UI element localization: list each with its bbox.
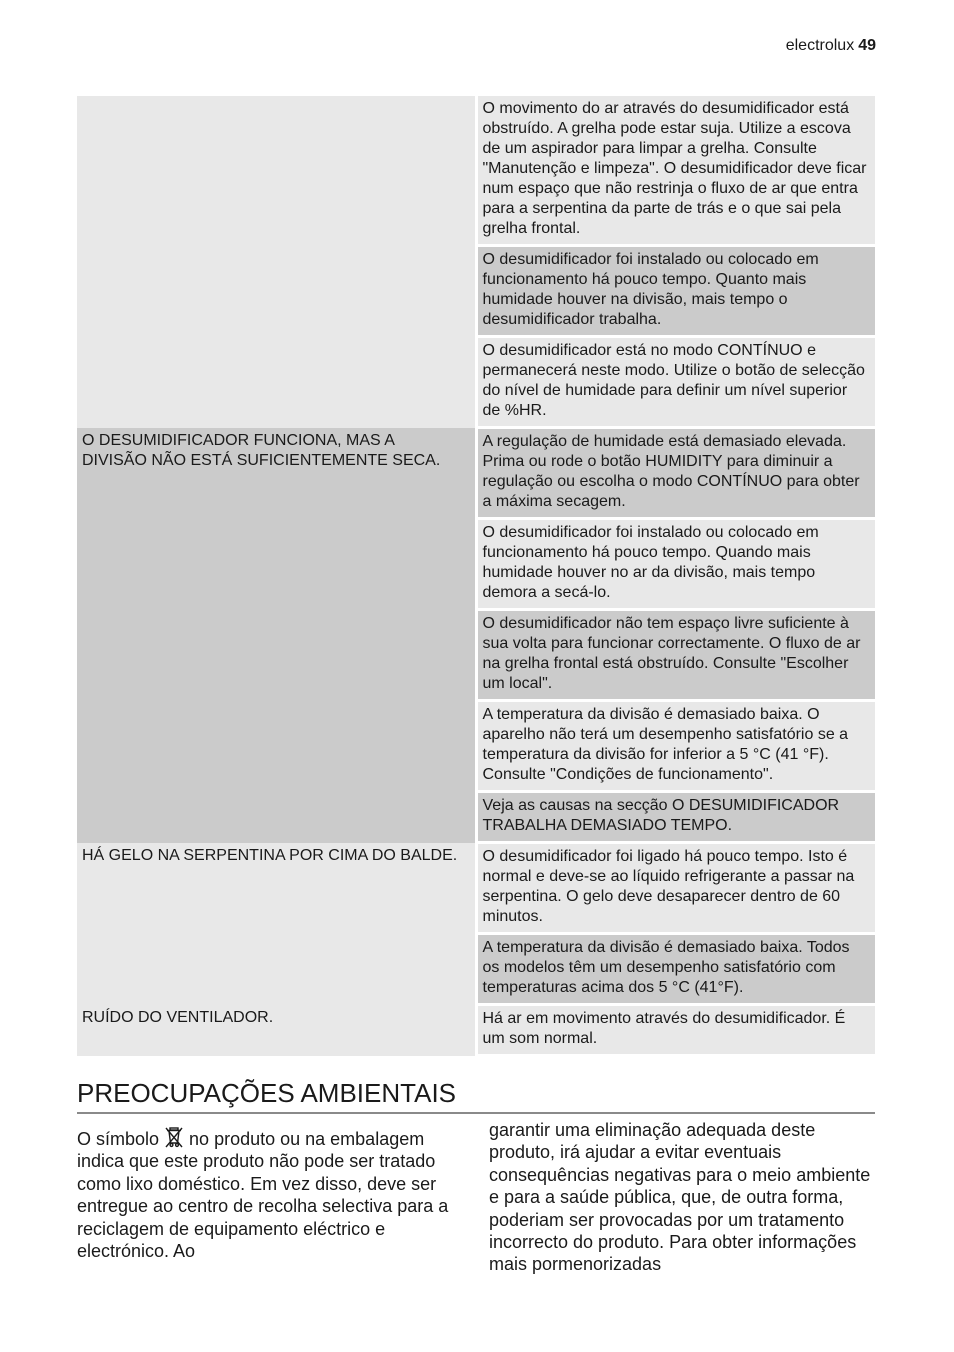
table-row <box>77 96 875 246</box>
crossed-out-bin-icon <box>164 1126 184 1148</box>
cause-cell: O desumidificador foi ligado há pouco tempo. Isto é normal e deve-se ao líquido refrigerante a passar na serpentina. O gelo deve desaparecer dentro de 60 minutos. <box>476 843 875 934</box>
cause-cell: O desumidificador não tem espaço livre suficiente à sua volta para funcionar correctamente. O fluxo de ar na grelha frontal está obstruído. Consulte "Escolher um local". <box>476 610 875 701</box>
cause-cell: A temperatura da divisão é demasiado baixa. O aparelho não terá um desempenho satisfatório se a temperatura da divisão for inferior a 5 °C (41 °F). Consulte "Condições de funcionamento". <box>476 701 875 792</box>
cause-cell: O desumidificador foi instalado ou colocado em funcionamento há pouco tempo. Quanto mais humidade houver na divisão, mais tempo o desumidificador trabalha. <box>476 246 875 337</box>
table-row <box>77 428 875 519</box>
cause-cell: Veja as causas na secção O DESUMIDIFICADOR TRABALHA DEMASIADO TEMPO. <box>476 792 875 843</box>
brand-name: electrolux <box>785 37 855 54</box>
cause-cell: O movimento do ar através do desumidificador está obstruído. A grelha pode estar suja. Utilize a escova de um aspirador para limpar a grelha. Consulte "Manutenção e limpeza". O desumidificador deve ficar num espaço que não restrinja o fluxo de ar que entra para a serpentina da parte de trás e o que sai pela grelha frontal. <box>476 96 875 246</box>
cause-cell: O desumidificador foi instalado ou colocado em funcionamento há pouco tempo. Quando mais humidade houver no ar da divisão, mais tempo demora a secá-lo. <box>476 519 875 610</box>
text-after-icon: no produto ou na embalagem indica que este produto não pode ser tratado como lixo doméstico. Em vez disso, deve ser entregue ao centro de recolha selectiva para a reciclagem de equipamento eléctrico e electrónico. Ao <box>77 1129 449 1262</box>
page-number: 49 <box>858 37 876 54</box>
page-header <box>786 37 876 55</box>
table-row <box>77 1005 875 1056</box>
cause-cell: O desumidificador está no modo CONTÍNUO e permanecerá neste modo. Utilize o botão de selecção do nível de humidade para definir um nível superior de %HR. <box>476 337 875 428</box>
cause-cell: Há ar em movimento através do desumidificador. É um som normal. <box>476 1005 875 1056</box>
problem-cell: RUÍDO DO VENTILADOR. <box>77 1005 476 1056</box>
section-title: PREOCUPAÇÕES AMBIENTAIS <box>77 1077 875 1114</box>
troubleshooting-table <box>77 96 875 1057</box>
cause-cell: A regulação de humidade está demasiado elevada. Prima ou rode o botão HUMIDITY para diminuir a regulação ou escolha o modo CONTÍNUO para obter a máxima secagem. <box>476 428 875 519</box>
table-row <box>77 843 875 934</box>
environment-text-left <box>77 1126 469 1262</box>
problem-cell: HÁ GELO NA SERPENTINA POR CIMA DO BALDE. <box>77 843 476 1005</box>
problem-cell <box>77 96 476 428</box>
environment-text-right: garantir uma eliminação adequada deste produto, irá ajudar a evitar eventuais consequências negativas para o meio ambiente e para a saúde pública, que, de outra forma, poderiam ser provocadas por um tratamento incorrecto do produto. Para obter informações mais pormenorizadas <box>489 1120 871 1275</box>
problem-cell: O DESUMIDIFICADOR FUNCIONA, MAS A DIVISÃO NÃO ESTÁ SUFICIENTEMENTE SECA. <box>77 428 476 843</box>
cause-cell: A temperatura da divisão é demasiado baixa. Todos os modelos têm um desempenho satisfatório com temperaturas acima dos 5 °C (41°F). <box>476 934 875 1005</box>
text-before-icon: O símbolo <box>77 1129 160 1149</box>
